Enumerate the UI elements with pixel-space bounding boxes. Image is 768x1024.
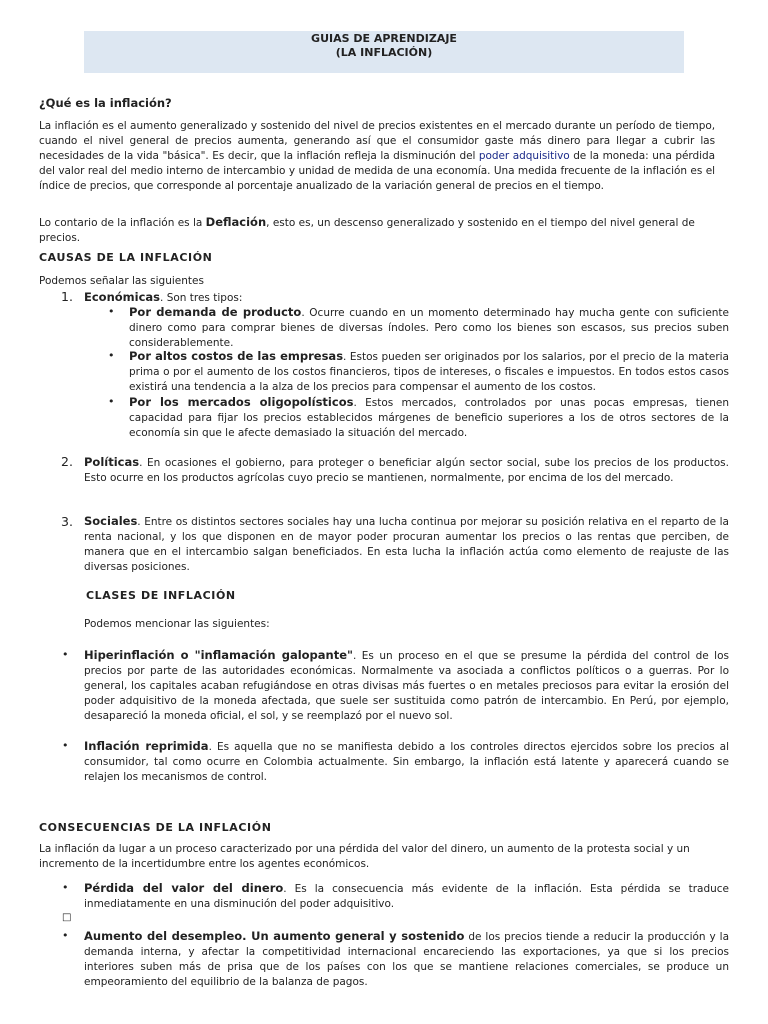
- bullet: •: [108, 395, 115, 408]
- intro-text-b: de la moneda: una pérdida del valor real del medio interno de intercambio y unidad de medida de una economía. Una medida frecuente de la inflación es el índice de precios, que corresponde al porcentaje anualizado de la variación general de precios en el tiempo.: [39, 150, 715, 192]
- clase-item-hiperinflacion: [84, 648, 729, 724]
- item-text: . Son tres tipos:: [160, 292, 243, 304]
- deflation-term: Deflación: [205, 215, 267, 229]
- bullet: •: [108, 305, 115, 318]
- sub-text: . Ocurre cuando en un momento determinado hay mucha gente con suficiente dinero como para comprar bienes de diversas índoles. Pero como los bienes son escasos, sus precios suben considerablemente.: [129, 307, 730, 349]
- list-item-politicas: [84, 455, 729, 486]
- consecuencia-bold: Aumento del desempleo. Un aumento general y sostenido: [84, 929, 465, 943]
- clase-item-reprimida: [84, 739, 729, 785]
- title-line-1: GUIAS DE APRENDIZAJE: [311, 32, 457, 45]
- sub-item-oligopolisticos: [129, 395, 729, 441]
- consecuencias-lead: La inflación da lugar a un proceso caracterizado por una pérdida del valor del dinero, un aumento de la protesta social y un incremento de la incertidumbre entre los agentes económicos.: [39, 843, 690, 870]
- item-text: . En ocasiones el gobierno, para proteger o beneficiar algún sector social, sube los precios de los productos. Esto ocurre en los productos agrícolas cuyo precio se mantienen, normalmente, por encima de los del mercado.: [84, 457, 729, 484]
- bullet: •: [108, 349, 115, 362]
- consecuencia-item-desempleo: [84, 929, 729, 990]
- consecuencia-text: de los precios tiende a reducir la producción y la demanda interna, y afectar la competitividad internacional encareciendo las exportaciones, ya que si los precios interiores suben más de prisa que de los países con los que se mantiene relaciones comerciales, se produce un empeoramiento del equilibrio de la balanza de pagos.: [84, 931, 729, 988]
- title-banner: [84, 31, 684, 73]
- clases-heading: CLASES DE INFLACIÓN: [86, 589, 236, 602]
- consecuencia-bold: Pérdida del valor del dinero: [84, 881, 284, 895]
- item-bold: Políticas: [84, 455, 140, 469]
- intro-text-a: La inflación es el aumento generalizado y sostenido del nivel de precios existentes en el mercado durante un período de tiempo, cuando el nivel general de precios aumenta, generando así que el consumidor gaste más dinero para llegar a cubrir las necesidades de la vida "básica". Es decir, que la inflación refleja la disminución del: [39, 120, 715, 162]
- sub-bold: Por los mercados oligopolísticos: [129, 395, 354, 409]
- question-heading: ¿Qué es la inflación?: [39, 96, 172, 110]
- sub-text: . Estos pueden ser originados por los salarios, por el precio de la materia prima o por el aumento de los costos financieros, tipos de intereses, o fiscales e impuestos. En todos estos casos existirá una tendencia a la alza de los precios para compensar el aumento de los costos.: [129, 351, 729, 393]
- item-text: . Entre os distintos sectores sociales hay una lucha continua por mejorar su posición relativa en el reparto de la renta nacional, y los que disponen en de mayor poder procuran aumentar los precios o las rentas que perciben, de manera que en el intercambio salgan beneficiados. En esta lucha la inflación actúa como elemento de reajuste de las diversas posiciones.: [84, 516, 729, 573]
- consecuencia-text: . Es la consecuencia más evidente de la inflación. Esta pérdida se traduce inmediatamente en una disminución del poder adquisitivo.: [84, 883, 729, 910]
- bullet: •: [62, 739, 69, 752]
- list-number: 2.: [61, 454, 73, 469]
- intro-paragraph: [39, 119, 715, 194]
- item-bold: Sociales: [84, 514, 138, 528]
- list-item-sociales: [84, 514, 729, 575]
- deflation-paragraph: [39, 215, 729, 246]
- sub-item-demanda: [129, 305, 729, 351]
- bullet: •: [62, 929, 69, 942]
- consecuencias-heading: CONSECUENCIAS DE LA INFLACIÓN: [39, 821, 272, 834]
- causas-lead: Podemos señalar las siguientes: [39, 275, 204, 287]
- list-number: 3.: [61, 514, 73, 529]
- item-bold: Económicas: [84, 290, 161, 304]
- deflation-text-b: , esto es, un descenso generalizado y sostenido en el tiempo del nivel general de precios.: [39, 217, 695, 244]
- consecuencia-item-perdida: [84, 881, 729, 912]
- clase-bold: Hiperinflación o "inflamación galopante": [84, 648, 354, 662]
- bullet: •: [62, 648, 69, 661]
- sub-text: . Estos mercados, controlados por unas pocas empresas, tienen capacidad para fijar los precios establecidos márgenes de beneficio superiores a los de otros sectores de la economía sin que le afecte demasiado la situación del mercado.: [129, 397, 729, 439]
- causas-heading: CAUSAS DE LA INFLACIÓN: [39, 251, 213, 264]
- deflation-text-a: Lo contario de la inflación es la: [39, 217, 206, 229]
- list-number: 1.: [61, 289, 73, 304]
- bullet: •: [62, 881, 69, 894]
- sub-bold: Por demanda de producto: [129, 305, 302, 319]
- list-item-economicas: [84, 290, 242, 304]
- poder-adquisitivo-link[interactable]: poder adquisitivo: [478, 150, 570, 162]
- clase-text: . Es un proceso en el que se presume la pérdida del control de los precios por parte de las autoridades económicas. Normalmente va asociada a conflictos políticos o a guerras. Por lo general, los capitales acaban refugiándose en otras divisas más fuertes o en metales preciosos para evitar la erosión del poder adquisitivo de la moneda afectada, que suele ser sustituida como patrón de intercambio. En Perú, por ejemplo, desapareció la moneda oficial, el sol, y se reemplazó por el nuevo sol.: [84, 650, 729, 722]
- sub-item-costos: [129, 349, 729, 395]
- sub-bold: Por altos costos de las empresas: [129, 349, 344, 363]
- clase-text: . Es aquella que no se manifiesta debido a los controles directos ejercidos sobre los precios al consumidor, tal como ocurre en Colombia actualmente. Sin embargo, la inflación está latente y aparecerá cuando se relajen los mecanismos de control.: [84, 741, 729, 783]
- title-line-2: (LA INFLACIÓN): [335, 46, 433, 59]
- clases-lead: Podemos mencionar las siguientes:: [84, 618, 270, 630]
- placeholder-box-glyph: □: [62, 912, 72, 923]
- clase-bold: Inflación reprimida: [84, 739, 209, 753]
